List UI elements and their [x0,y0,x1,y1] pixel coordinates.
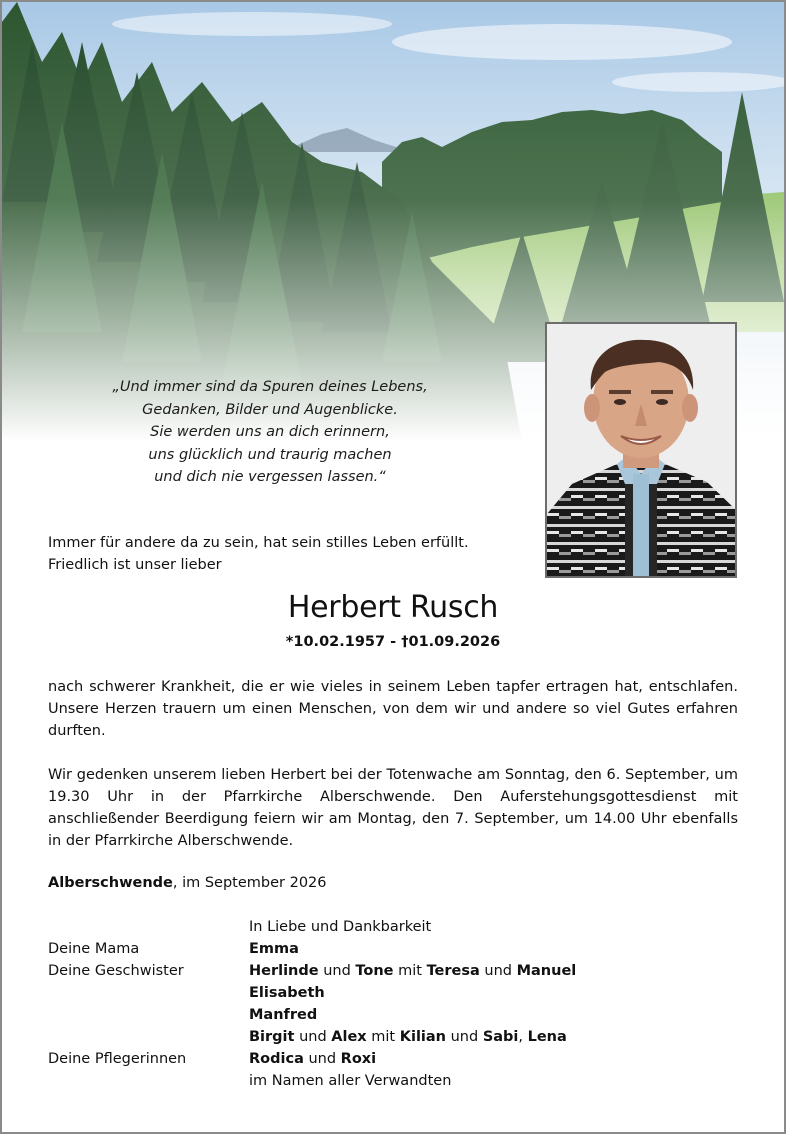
memorial-quote [90,376,450,489]
passing-paragraph: nach schwerer Krankheit, die er wie vieles in seinem Leben tapfer ertragen hat, entschlafen. Unsere Herzen trauern um einen Menschen, von dem wir und andere so viel Gutes erfahren durften. [48,679,738,739]
life-dates: *10.02.1957 - †01.09.2026 [285,634,501,650]
mourner-names [249,938,299,960]
quote-line: Sie werden uns an dich erinnern, [150,424,390,440]
relatives-note: im Namen aller Verwandten [249,1073,452,1089]
mourner-name: Elisabeth [249,985,325,1001]
relation-label: Deine Pflegerinnen [48,1051,187,1067]
quote-line: Gedanken, Bilder und Augenblicke. [142,401,398,418]
relation-label: Deine Mama [48,941,140,957]
relation-label: Deine Geschwister [48,963,184,979]
mourner-names [249,1004,317,1026]
mourner-names [249,1026,567,1048]
quote-line: uns glücklich und traurig machen [148,446,392,463]
signoff-heading: In Liebe und Dankbarkeit [249,919,432,935]
deceased-name: Herbert Rusch [287,590,499,625]
mourner-name: Rodica [249,1051,304,1067]
connector: und [318,963,356,979]
mourner-name: Alex [331,1029,367,1045]
mourner-name: Manuel [516,963,577,979]
mourner-name: Emma [249,941,299,957]
mourner-name: Tone [355,963,394,979]
mourner-name: Roxi [340,1051,377,1067]
service-paragraph: Wir gedenken unserem lieben Herbert bei der Totenwache am Sonntag, den 6. September, um 19.30 Uhr in der Pfarrkirche Alberschwende. Den Auferstehungsgottesdienst mit anschließender Beerdigung feiern wir am Montag, den 7. September, um 14.00 Uhr ebenfalls in der Pfarrkirche Alberschwende. [48,767,738,849]
place-month: , im September 2026 [172,875,327,891]
mourner-names [249,982,325,1004]
portrait-photo [545,322,737,578]
place-date [48,872,327,894]
intro-line: Friedlich ist unser lieber [48,557,222,573]
intro-line: Immer für andere da zu sein, hat sein stilles Leben erfüllt. [48,535,469,551]
mourner-names [249,960,576,982]
mourner-name: Birgit [249,1029,295,1045]
mourner-name: Kilian [399,1029,446,1045]
connector: und [446,1029,483,1045]
mourner-name: Sabi [482,1029,519,1045]
mourner-names [249,1048,376,1070]
connector: und [479,963,517,979]
connector: mit [393,963,427,979]
place-town: Alberschwende [48,875,173,891]
quote-line: „Und immer sind da Spuren deines Lebens, [112,379,428,395]
mourner-name: Lena [527,1029,567,1045]
intro-text [48,532,469,576]
quote-line: und dich nie vergessen lassen.“ [154,469,386,485]
mourner-name: Manfred [249,1007,318,1023]
connector: und [294,1029,332,1045]
connector: , [518,1029,528,1045]
mourner-name: Teresa [426,963,480,979]
connector: und [303,1051,341,1067]
connector: mit [366,1029,400,1045]
mourner-name: Herlinde [249,963,319,979]
